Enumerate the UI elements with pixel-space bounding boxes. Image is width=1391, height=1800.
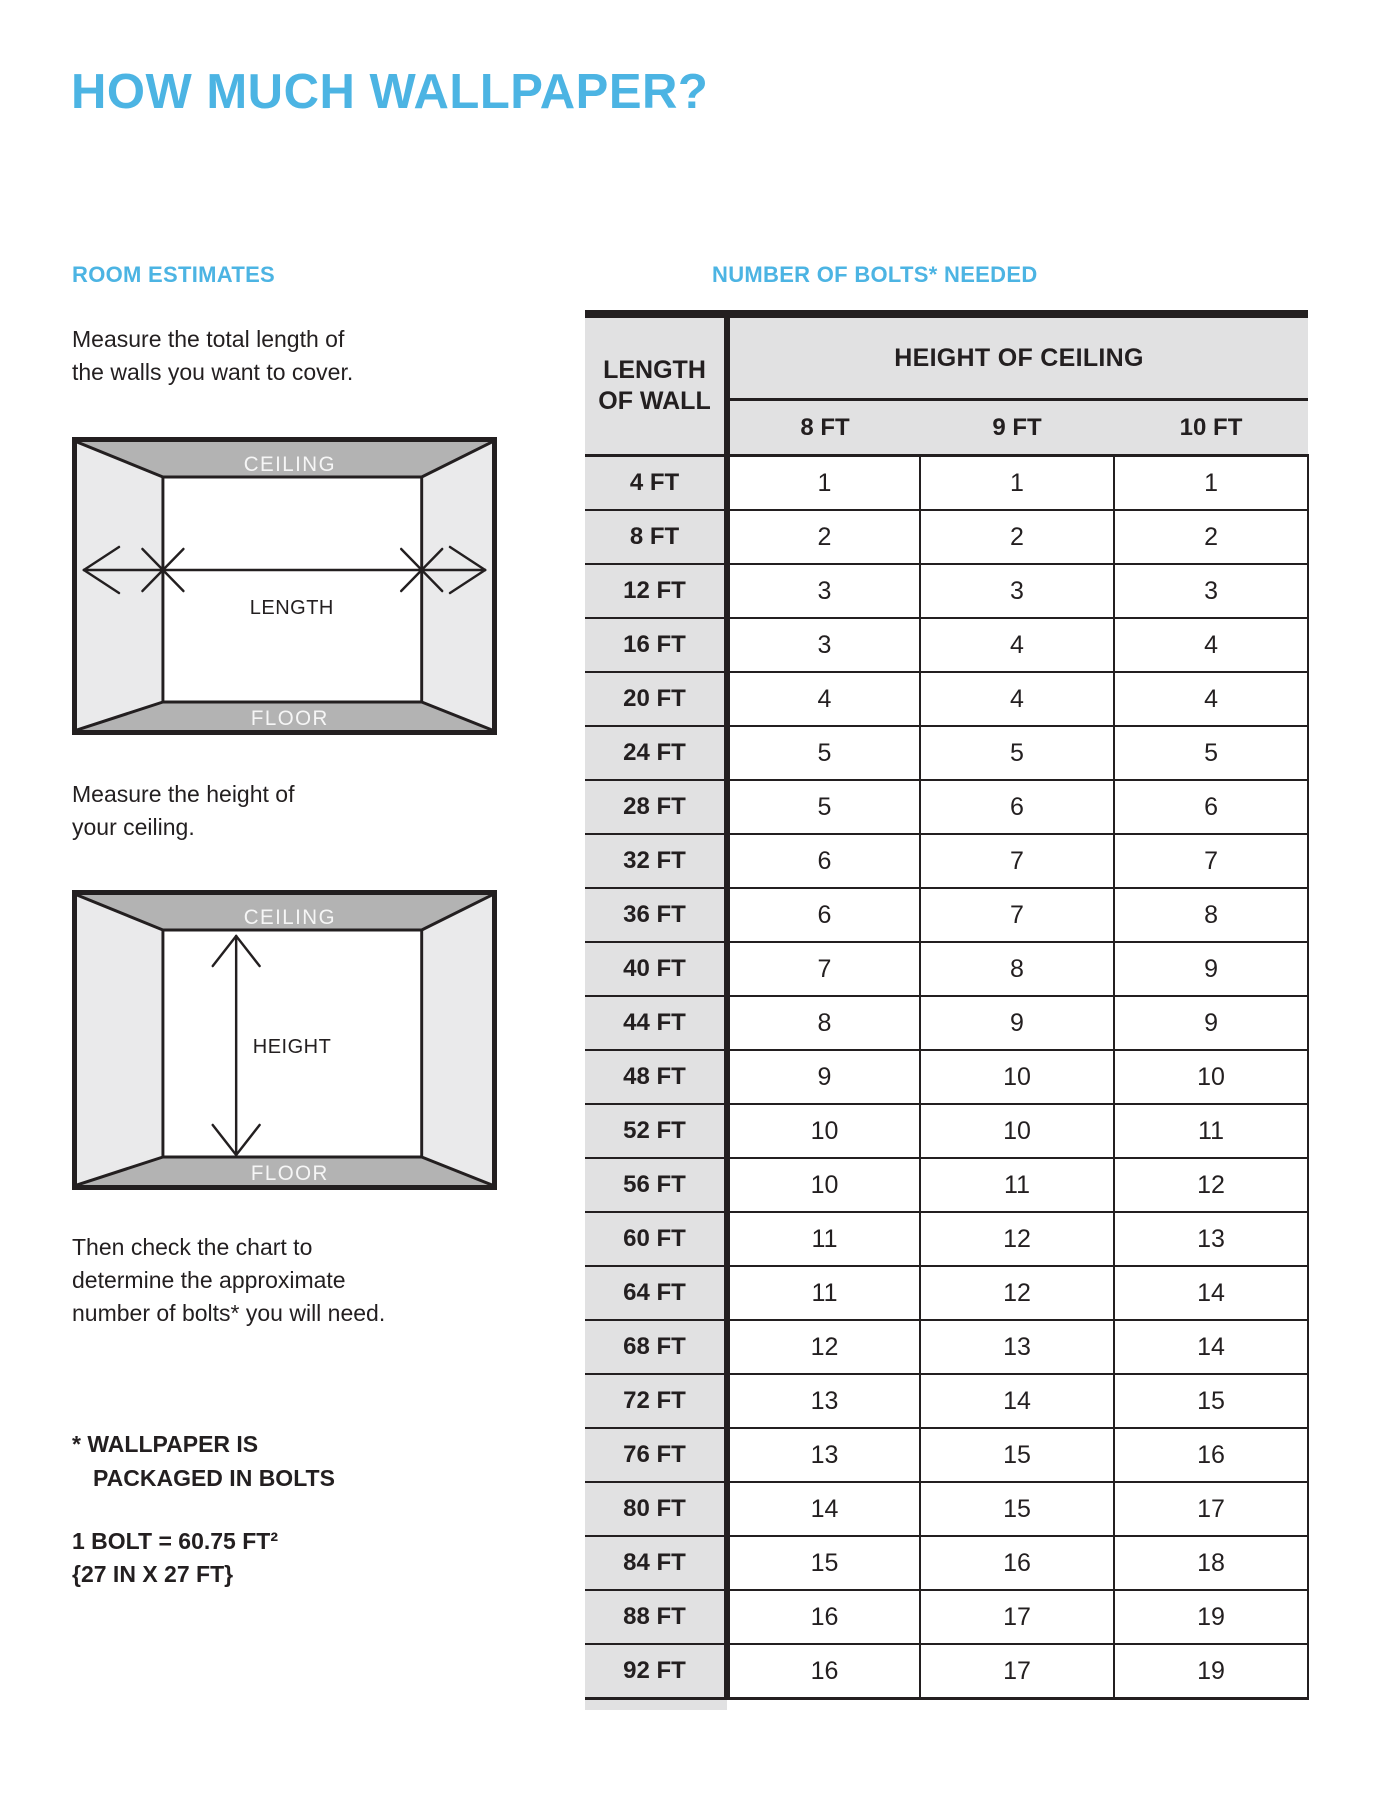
bolts-value-cell: 14 xyxy=(920,1374,1114,1428)
bolts-value-cell: 4 xyxy=(920,618,1114,672)
bolts-value-cell: 17 xyxy=(1114,1482,1308,1536)
bolts-value-cell: 14 xyxy=(1114,1266,1308,1320)
bolts-value-cell: 7 xyxy=(920,834,1114,888)
floor-label: FLOOR xyxy=(250,1161,329,1185)
bolts-value-cell: 1 xyxy=(727,456,920,511)
bolts-value-cell: 15 xyxy=(1114,1374,1308,1428)
bolts-value-cell: 13 xyxy=(727,1374,920,1428)
bolts-value-cell: 8 xyxy=(727,996,920,1050)
room-length-diagram-svg xyxy=(77,442,492,730)
ceiling-label: CEILING xyxy=(243,905,337,930)
bolts-value-cell: 9 xyxy=(727,1050,920,1104)
bolts-value-cell: 9 xyxy=(920,996,1114,1050)
table-row xyxy=(585,726,1308,780)
bolts-value-cell: 6 xyxy=(727,888,920,942)
table-row xyxy=(585,1050,1308,1104)
table-header-row xyxy=(585,314,1308,400)
bolts-value-cell: 13 xyxy=(920,1320,1114,1374)
bolts-value-cell: 3 xyxy=(920,564,1114,618)
length-of-wall-header xyxy=(585,314,727,456)
paragraph-line: Then check the chart to xyxy=(72,1234,313,1260)
measure-length-paragraph xyxy=(72,323,353,389)
bolts-value-cell: 2 xyxy=(1114,510,1308,564)
bolts-value-cell: 17 xyxy=(920,1644,1114,1699)
bolts-value-cell: 4 xyxy=(1114,618,1308,672)
column-header-10ft: 10 FT xyxy=(1114,400,1308,456)
bolts-value-cell: 5 xyxy=(1114,726,1308,780)
bolts-value-cell: 12 xyxy=(1114,1158,1308,1212)
bolts-value-cell: 14 xyxy=(727,1482,920,1536)
left-wall-shape xyxy=(77,442,163,730)
room-height-diagram-svg xyxy=(77,895,492,1185)
bolts-value-cell: 12 xyxy=(727,1320,920,1374)
table-row xyxy=(585,1104,1308,1158)
bolts-table xyxy=(585,310,1309,1700)
measure-height-paragraph xyxy=(72,778,294,844)
page-title: HOW MUCH WALLPAPER? xyxy=(71,65,709,119)
table-row xyxy=(585,1212,1308,1266)
length-label: LENGTH xyxy=(249,596,334,620)
bolts-value-cell: 9 xyxy=(1114,942,1308,996)
bolts-value-cell: 7 xyxy=(920,888,1114,942)
bolts-value-cell: 19 xyxy=(1114,1644,1308,1699)
bolts-value-cell: 1 xyxy=(1114,456,1308,511)
row-length-label: 68 FT xyxy=(585,1320,727,1374)
right-wall-shape xyxy=(422,442,492,730)
bolts-value-cell: 15 xyxy=(920,1428,1114,1482)
table-row xyxy=(585,996,1308,1050)
paragraph-line: your ceiling. xyxy=(72,814,195,840)
length-of-wall-header-line: OF WALL xyxy=(598,387,711,415)
bolts-value-cell: 5 xyxy=(920,726,1114,780)
bolts-value-cell: 1 xyxy=(920,456,1114,511)
table-row xyxy=(585,834,1308,888)
table-row xyxy=(585,1320,1308,1374)
bolts-value-cell: 10 xyxy=(727,1158,920,1212)
row-length-label: 72 FT xyxy=(585,1374,727,1428)
bolts-value-cell: 10 xyxy=(920,1104,1114,1158)
row-length-label: 64 FT xyxy=(585,1266,727,1320)
bolts-value-cell: 10 xyxy=(727,1104,920,1158)
bolt-equation-line: {27 IN X 27 FT} xyxy=(72,1561,234,1587)
bolts-table-section xyxy=(585,310,1308,1710)
table-row xyxy=(585,1536,1308,1590)
bolts-table-heading: NUMBER OF BOLTS* NEEDED xyxy=(712,262,1038,287)
row-length-label: 60 FT xyxy=(585,1212,727,1266)
row-length-label: 20 FT xyxy=(585,672,727,726)
table-row xyxy=(585,672,1308,726)
table-row xyxy=(585,1644,1308,1699)
bolts-value-cell: 4 xyxy=(1114,672,1308,726)
row-length-label: 8 FT xyxy=(585,510,727,564)
column-header-9ft: 9 FT xyxy=(920,400,1114,456)
bolts-value-cell: 15 xyxy=(920,1482,1114,1536)
bolts-value-cell: 13 xyxy=(1114,1212,1308,1266)
height-of-ceiling-header: HEIGHT OF CEILING xyxy=(727,314,1308,400)
ceiling-label: CEILING xyxy=(243,452,337,477)
label-column-tail xyxy=(585,1700,727,1710)
height-label: HEIGHT xyxy=(252,1035,332,1059)
bolts-value-cell: 9 xyxy=(1114,996,1308,1050)
row-length-label: 52 FT xyxy=(585,1104,727,1158)
row-length-label: 32 FT xyxy=(585,834,727,888)
length-of-wall-header-line: LENGTH xyxy=(603,356,706,384)
bolts-value-cell: 11 xyxy=(727,1212,920,1266)
column-header-8ft: 8 FT xyxy=(727,400,920,456)
bolts-value-cell: 11 xyxy=(727,1266,920,1320)
bolts-value-cell: 11 xyxy=(920,1158,1114,1212)
row-length-label: 92 FT xyxy=(585,1644,727,1699)
bolts-value-cell: 12 xyxy=(920,1266,1114,1320)
row-length-label: 12 FT xyxy=(585,564,727,618)
room-estimates-heading: ROOM ESTIMATES xyxy=(72,262,276,287)
table-row xyxy=(585,1266,1308,1320)
floor-label: FLOOR xyxy=(250,706,329,730)
row-length-label: 56 FT xyxy=(585,1158,727,1212)
row-length-label: 76 FT xyxy=(585,1428,727,1482)
bolts-value-cell: 10 xyxy=(1114,1050,1308,1104)
room-height-diagram xyxy=(72,890,497,1190)
room-length-diagram xyxy=(72,437,497,735)
table-row xyxy=(585,888,1308,942)
bolts-value-cell: 3 xyxy=(727,564,920,618)
row-length-label: 40 FT xyxy=(585,942,727,996)
footnote-line: * WALLPAPER IS xyxy=(72,1431,259,1457)
row-length-label: 48 FT xyxy=(585,1050,727,1104)
paragraph-line: Measure the total length of xyxy=(72,326,345,352)
back-wall-shape xyxy=(163,477,422,702)
bolts-value-cell: 13 xyxy=(727,1428,920,1482)
bolts-value-cell: 16 xyxy=(727,1644,920,1699)
bolts-value-cell: 6 xyxy=(920,780,1114,834)
row-length-label: 80 FT xyxy=(585,1482,727,1536)
table-row xyxy=(585,1482,1308,1536)
table-row xyxy=(585,456,1308,511)
left-wall-shape xyxy=(77,895,163,1185)
bolts-value-cell: 8 xyxy=(920,942,1114,996)
bolts-value-cell: 16 xyxy=(727,1590,920,1644)
row-length-label: 24 FT xyxy=(585,726,727,780)
bolts-value-cell: 3 xyxy=(727,618,920,672)
table-row xyxy=(585,564,1308,618)
table-row xyxy=(585,1590,1308,1644)
bolts-value-cell: 16 xyxy=(1114,1428,1308,1482)
table-row xyxy=(585,1374,1308,1428)
bolts-value-cell: 5 xyxy=(727,780,920,834)
bolts-value-cell: 7 xyxy=(1114,834,1308,888)
table-row xyxy=(585,618,1308,672)
bolts-value-cell: 2 xyxy=(920,510,1114,564)
bolts-value-cell: 17 xyxy=(920,1590,1114,1644)
bolt-equation xyxy=(72,1525,278,1591)
bolts-value-cell: 12 xyxy=(920,1212,1114,1266)
paragraph-line: the walls you want to cover. xyxy=(72,359,354,385)
bolts-value-cell: 10 xyxy=(920,1050,1114,1104)
row-length-label: 16 FT xyxy=(585,618,727,672)
bolts-value-cell: 19 xyxy=(1114,1590,1308,1644)
row-length-label: 28 FT xyxy=(585,780,727,834)
bolts-value-cell: 5 xyxy=(727,726,920,780)
bolt-equation-line: 1 BOLT = 60.75 FT² xyxy=(72,1528,278,1554)
table-row xyxy=(585,510,1308,564)
bolts-value-cell: 6 xyxy=(1114,780,1308,834)
bolts-value-cell: 18 xyxy=(1114,1536,1308,1590)
row-length-label: 84 FT xyxy=(585,1536,727,1590)
check-chart-paragraph xyxy=(72,1231,385,1330)
wallpaper-bolts-footnote xyxy=(72,1427,335,1495)
table-row xyxy=(585,1158,1308,1212)
footnote-line: PACKAGED IN BOLTS xyxy=(93,1465,335,1491)
bolts-value-cell: 11 xyxy=(1114,1104,1308,1158)
paragraph-line: number of bolts* you will need. xyxy=(72,1300,386,1326)
row-length-label: 4 FT xyxy=(585,456,727,511)
bolts-value-cell: 2 xyxy=(727,510,920,564)
row-length-label: 88 FT xyxy=(585,1590,727,1644)
bolts-value-cell: 8 xyxy=(1114,888,1308,942)
bolts-value-cell: 4 xyxy=(727,672,920,726)
bolts-value-cell: 14 xyxy=(1114,1320,1308,1374)
bolts-value-cell: 16 xyxy=(920,1536,1114,1590)
bolts-value-cell: 4 xyxy=(920,672,1114,726)
right-wall-shape xyxy=(422,895,492,1185)
bolts-value-cell: 7 xyxy=(727,942,920,996)
table-row xyxy=(585,780,1308,834)
table-row xyxy=(585,942,1308,996)
row-length-label: 44 FT xyxy=(585,996,727,1050)
table-row xyxy=(585,1428,1308,1482)
row-length-label: 36 FT xyxy=(585,888,727,942)
paragraph-line: Measure the height of xyxy=(72,781,295,807)
paragraph-line: determine the approximate xyxy=(72,1267,346,1293)
bolts-value-cell: 6 xyxy=(727,834,920,888)
bolts-value-cell: 3 xyxy=(1114,564,1308,618)
bolts-value-cell: 15 xyxy=(727,1536,920,1590)
